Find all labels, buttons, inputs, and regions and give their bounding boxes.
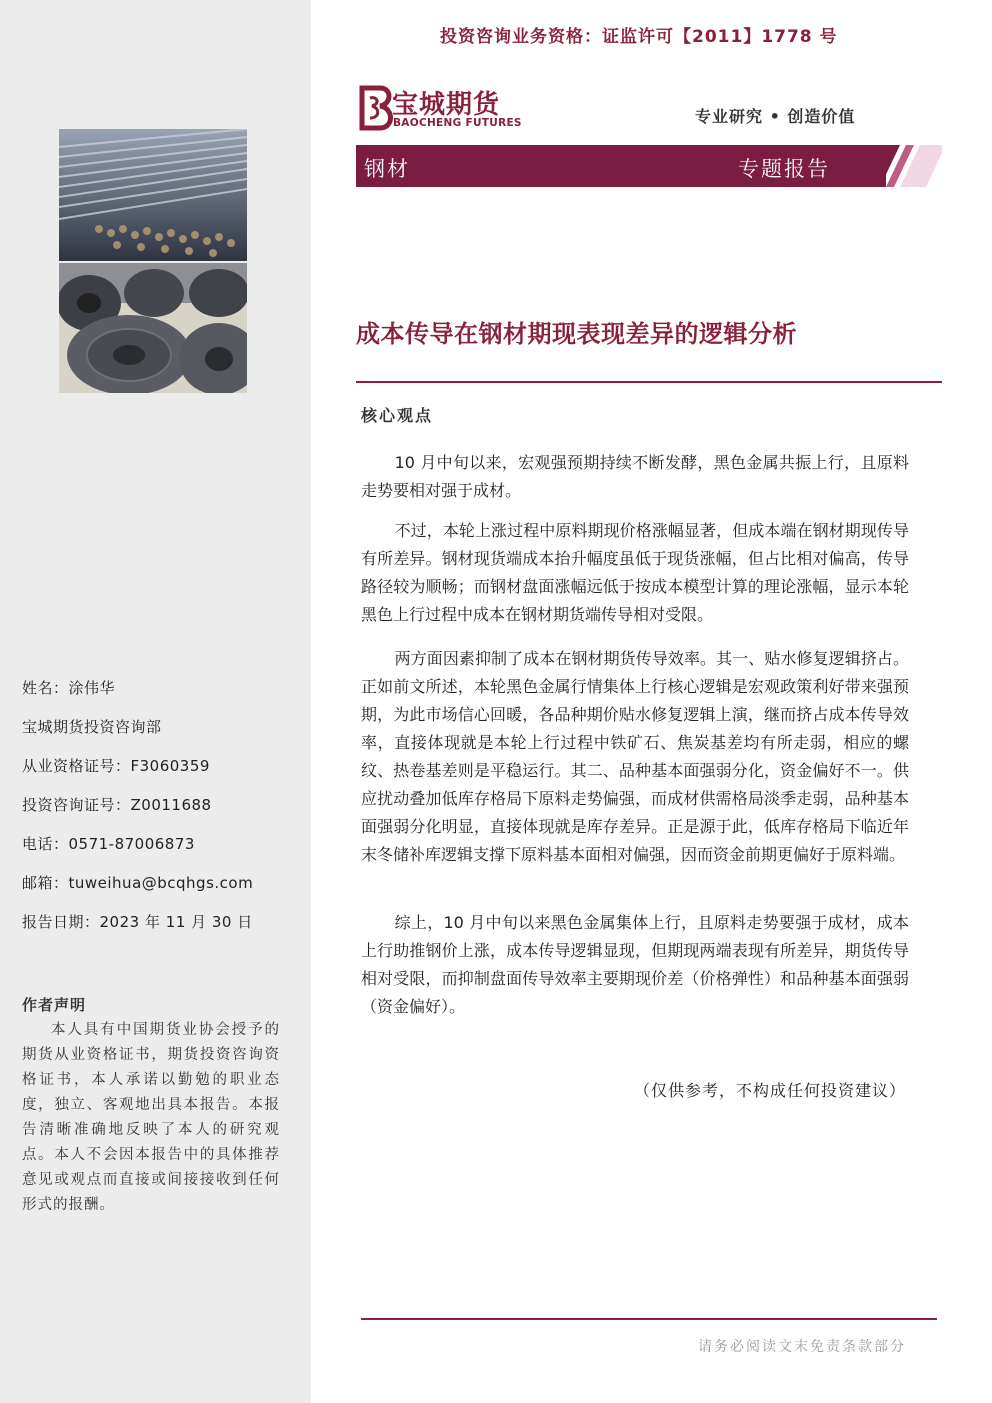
slogan: 专业研究 • 创造价值 [695,107,856,126]
section-heading: 核心观点 [361,406,434,425]
paragraph-4: 综上，10 月中旬以来黑色金属集体上行，且原料走势要强于成材，成本上行助推钢价上涨，成本传导逻辑显现，但期现两端表现有所差异，期货传导相对受限，而抑制盘面传导效率主要期现价差（价格弹性）和品种基本面强弱（资金偏好）。 [361,913,909,1016]
paragraph-3: 两方面因素抑制了成本在钢材期货传导效率。其一、贴水修复逻辑挤占。正如前文所述，本轮黑色金属行情集体上行核心逻辑是宏观政策利好带来强预期，为此市场信心回暖，各品种期价贴水修复逻辑上演，继而挤占成本传导效率，直接体现就是本轮上行过程中铁矿石、焦炭基差均有所走弱，相应的螺纹、热卷基差则是平稳运行。其二、品种基本面强弱分化，资金偏好不一。供应扰动叠加低库存格局下原料走势偏强，而成材供需格局淡季走弱，品种基本面强弱分化明显，直接体现就是库存差异。正是源于此，低库存格局下临近年末冬储补库逻辑支撑下原料基本面相对偏强，因而资金前期更偏好于原料端。 [361,649,909,864]
banner-report-type: 专题报告 [738,157,830,181]
author-email[interactable]: 邮箱：tuweihua@bcqhgs.com [22,874,254,892]
investment-disclaimer: （仅供参考，不构成任何投资建议） [633,1081,906,1100]
steel-coil-photo [59,263,247,393]
statement-body: 本人具有中国期货业协会授予的期货从业资格证书，期货投资咨询资格证书，本人承诺以勤勉的职业态度，独立、客观地出具本报告。本报告清晰准确地反映了本人的研究观点。本人不会因本报告中的具体推荐意见或观点而直接或间接接收到任何形式的报酬。 [22,1022,280,1213]
license-text: 投资咨询业务资格：证监许可【2011】1778 号 [440,27,838,47]
title-divider [356,381,942,383]
consult-cert-number: 投资咨询证号：Z0011688 [22,796,212,814]
steel-rebar-photo [59,129,247,261]
paragraph-1: 10 月中旬以来，宏观强预期持续不断发酵，黑色金属共振上行，且原料走势要相对强于成材。 [361,453,909,500]
author-phone: 电话：0571-87006873 [22,835,195,853]
banner-stripes-decoration [870,145,942,187]
footer-note: 请务必阅读文末免责条款部分 [698,1339,906,1355]
banner-category: 钢材 [364,157,410,181]
practice-cert-number: 从业资格证号：F3060359 [22,757,210,775]
paragraph-2: 不过，本轮上涨过程中原料期现价格涨幅显著，但成本端在钢材期现传导有所差异。钢材现货端成本抬升幅度虽低于现货涨幅，但占比相对偏高，传导路径较为顺畅；而钢材盘面涨幅远低于按成本模型计算的理论涨幅，显示本轮黑色上行过程中成本在钢材期货端传导相对受限。 [361,521,909,624]
author-name: 姓名：涂伟华 [22,679,116,697]
report-date: 报告日期：2023 年 11 月 30 日 [22,913,253,931]
statement-heading: 作者声明 [22,996,87,1014]
report-title: 成本传导在钢材期现表现差异的逻辑分析 [356,320,797,348]
footer-divider [361,1318,937,1320]
author-department: 宝城期货投资咨询部 [22,718,162,736]
logo-english-text: BAOCHENG FUTURES [393,117,522,129]
logo-text: 宝城期货 [392,90,501,120]
